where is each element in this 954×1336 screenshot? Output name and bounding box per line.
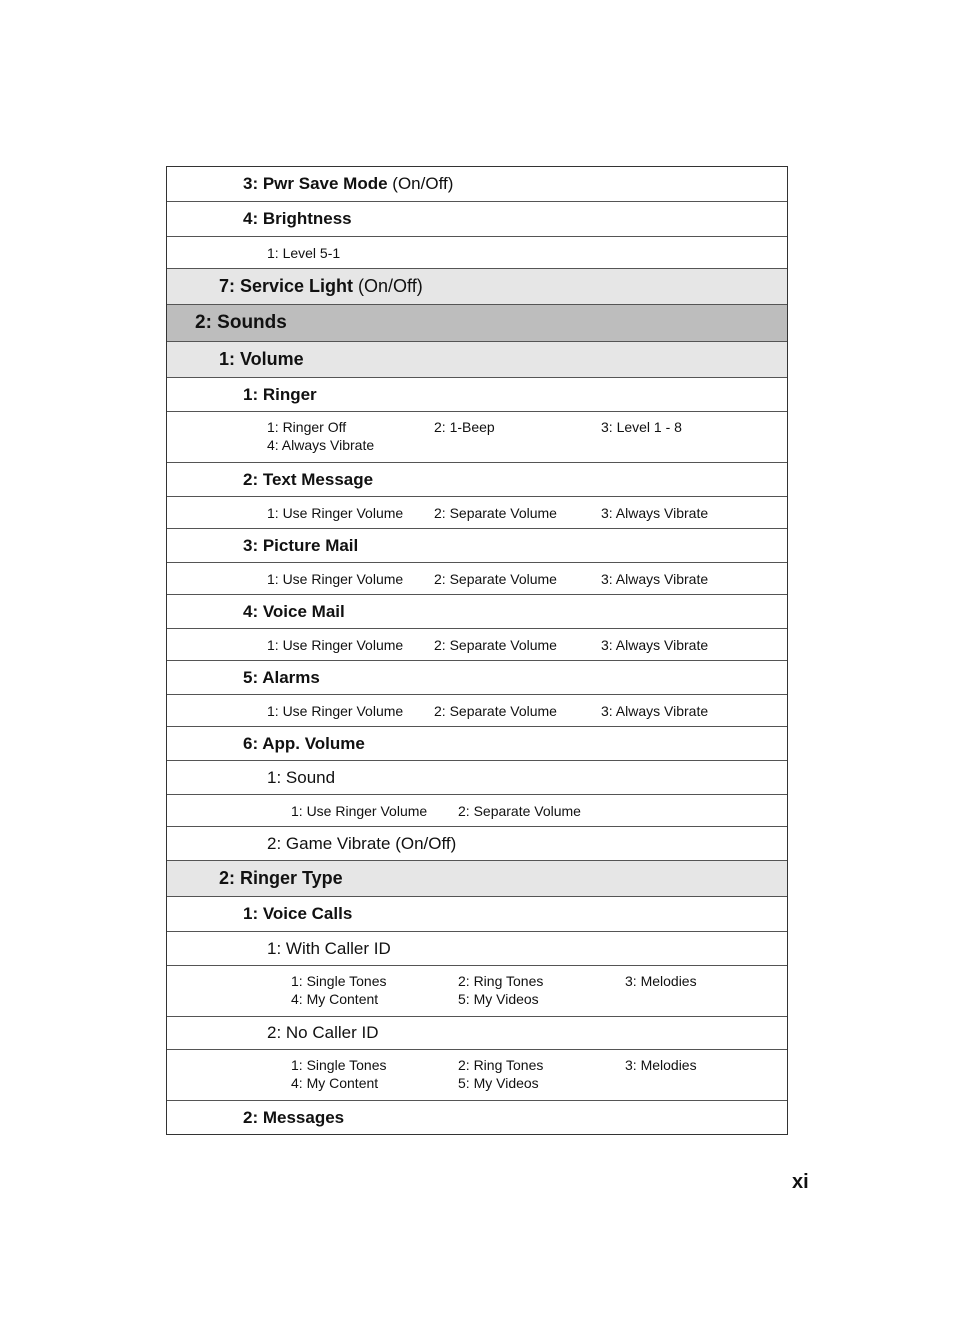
menu-option: 1: Use Ringer Volume [267, 636, 404, 653]
menu-option: 1: Use Ringer Volume [291, 802, 428, 819]
menu-option: 5: My Videos [458, 1075, 539, 1091]
menu-option: 3: Melodies [625, 1057, 697, 1073]
menu-option: 1: Use Ringer Volume [267, 504, 404, 521]
menu-item-app-volume [167, 727, 787, 761]
menu-option: 3: Always Vibrate [601, 504, 709, 521]
menu-option: 1: Use Ringer Volume [267, 702, 404, 719]
menu-item-text-message [167, 463, 787, 497]
menu-option: 2: Ring Tones [458, 973, 544, 989]
menu-item-label: 4: Brightness [243, 209, 352, 228]
menu-item-volume [167, 342, 787, 378]
menu-item-label: 2: Ringer Type [219, 868, 343, 888]
menu-item-label: 7: Service Light [219, 276, 354, 296]
menu-item-pwr-save-mode [167, 167, 787, 202]
menu-option: 4: Always Vibrate [267, 437, 375, 453]
menu-item-suffix: (On/Off) [353, 276, 423, 296]
menu-option: 4: My Content [291, 1075, 379, 1091]
menu-item-label: 1: With Caller ID [267, 938, 391, 958]
menu-option-level [167, 237, 787, 269]
menu-item-label: 2: Messages [243, 1107, 345, 1127]
menu-item-label: 4: Voice Mail [243, 601, 345, 621]
menu-option: 3: Always Vibrate [601, 570, 709, 587]
menu-item-messages [167, 1101, 787, 1134]
menu-option: 2: Separate Volume [458, 802, 581, 819]
menu-item-ringer [167, 378, 787, 412]
no-caller-id-options [167, 1050, 787, 1101]
menu-item-label: 1: Voice Calls [243, 904, 353, 923]
menu-item-label: 1: Ringer [243, 384, 317, 404]
menu-option-label: 1: Level 5-1 [267, 244, 341, 261]
menu-item-voice-mail [167, 595, 787, 629]
menu-item-ringer-type [167, 861, 787, 897]
menu-item-picture-mail [167, 529, 787, 563]
menu-item-alarms [167, 661, 787, 695]
menu-item-no-caller-id [167, 1017, 787, 1050]
menu-item-label: 6: App. Volume [243, 733, 365, 753]
menu-option: 1: Use Ringer Volume [267, 570, 404, 587]
menu-item-label: 3: Pwr Save Mode [243, 174, 388, 193]
section-sounds [167, 305, 787, 342]
menu-item-suffix: (On/Off) [387, 174, 454, 193]
menu-option: 3: Level 1 - 8 [601, 419, 682, 435]
menu-item-label: 1: Volume [219, 349, 304, 369]
menu-item-label: 2: Text Message [243, 469, 374, 489]
menu-item-sound [167, 761, 787, 795]
menu-item-game-vibrate [167, 827, 787, 861]
menu-item-brightness [167, 202, 787, 237]
menu-option: 2: Separate Volume [434, 570, 557, 587]
menu-item-with-caller-id [167, 932, 787, 966]
menu-option: 2: Ring Tones [458, 1057, 544, 1073]
menu-item-label: 3: Picture Mail [243, 535, 359, 555]
picture-mail-options [167, 563, 787, 595]
menu-option: 3: Melodies [625, 973, 697, 989]
menu-option: 2: Separate Volume [434, 504, 557, 521]
menu-option: 1: Single Tones [291, 973, 387, 989]
menu-item-label: 2: Game Vibrate (On/Off) [267, 833, 457, 853]
menu-table [166, 166, 788, 1135]
menu-item-label: 1: Sound [267, 767, 336, 787]
alarms-options [167, 695, 787, 727]
menu-option: 1: Ringer Off [267, 419, 347, 435]
sound-options [167, 795, 787, 827]
with-caller-id-options [167, 966, 787, 1017]
menu-option: 2: Separate Volume [434, 636, 557, 653]
page-number: xi [792, 1171, 809, 1193]
menu-item-label: 2: No Caller ID [267, 1023, 379, 1042]
menu-item-service-light [167, 269, 787, 305]
menu-option: 3: Always Vibrate [601, 702, 709, 719]
ringer-options [167, 412, 787, 463]
menu-option: 3: Always Vibrate [601, 636, 709, 653]
menu-item-voice-calls [167, 897, 787, 932]
menu-option: 5: My Videos [458, 991, 539, 1007]
menu-option: 1: Single Tones [291, 1057, 387, 1073]
text-message-options [167, 497, 787, 529]
voice-mail-options [167, 629, 787, 661]
menu-item-label: 5: Alarms [243, 667, 320, 687]
menu-option: 2: Separate Volume [434, 702, 557, 719]
section-label: 2: Sounds [195, 312, 287, 333]
menu-option: 4: My Content [291, 991, 379, 1007]
menu-option: 2: 1-Beep [434, 419, 495, 435]
